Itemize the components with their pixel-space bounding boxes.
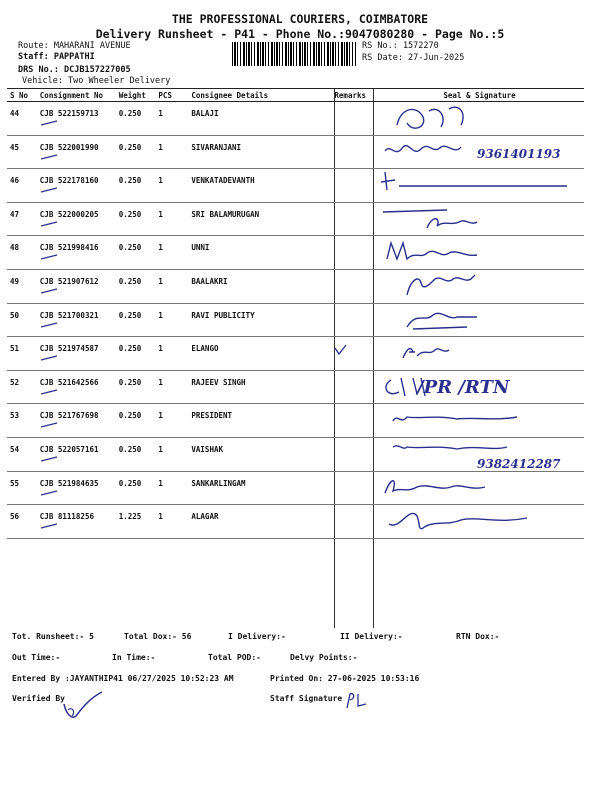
row-sno-text: 50	[10, 310, 20, 320]
table-row	[7, 202, 584, 236]
row-sno-text: 56	[10, 512, 20, 522]
verified-by: Verified By	[12, 694, 65, 703]
row-consignee-text: VAISHAK	[191, 444, 223, 454]
row-consignment-no-text: CJB 522159713	[39, 109, 99, 118]
row-sno-text: 55	[10, 478, 20, 488]
rs-date: RS Date: 27-Jun-2025	[362, 53, 465, 63]
row-sno	[7, 269, 37, 303]
vehicle-label: Vehicle: Two Wheeler Delivery	[22, 76, 171, 86]
row-signature	[375, 437, 584, 471]
row-consignee-text: BAALAKRI	[191, 276, 228, 286]
tot-runsheet: Tot. Runsheet:- 5	[12, 632, 94, 641]
row-sno	[7, 169, 37, 203]
staff-label: Staff: PAPPATHI	[18, 52, 95, 62]
check-mark-icon	[40, 389, 58, 395]
row-consignee-text: ELANGO	[191, 344, 219, 354]
row-signature	[375, 337, 584, 371]
handwritten-signature	[377, 271, 572, 301]
row-consignment-no	[37, 102, 116, 136]
row-signature	[375, 135, 584, 169]
row-consignment-no-text: CJB 521974587	[39, 344, 99, 354]
row-pcs	[155, 337, 188, 371]
row-remarks	[331, 169, 375, 203]
row-consignee-text: SANKARLINGAM	[191, 478, 246, 488]
table-row	[7, 505, 584, 539]
check-mark-icon	[40, 288, 58, 294]
handwritten-signature	[377, 338, 572, 368]
row-weight	[116, 303, 156, 337]
row-signature	[375, 370, 584, 404]
row-consignee	[188, 303, 331, 337]
table-row	[7, 135, 584, 169]
check-mark-icon	[40, 355, 58, 361]
runsheet-table	[7, 88, 584, 539]
row-weight-text: 0.250	[118, 142, 142, 152]
row-weight	[116, 404, 156, 438]
check-mark-icon	[40, 120, 58, 126]
row-consignee-text: ALAGAR	[191, 512, 219, 522]
row-consignment-no	[37, 437, 116, 471]
row-consignee-text: VENKATADEVANTH	[191, 176, 255, 186]
row-consignee	[188, 102, 331, 136]
check-mark-icon	[40, 154, 58, 160]
row-consignee	[188, 169, 331, 203]
table-row	[7, 169, 584, 203]
verified-signature	[58, 690, 108, 724]
row-consignee	[188, 337, 331, 371]
handwritten-signature	[377, 103, 572, 133]
row-consignment-no	[37, 337, 116, 371]
delvy-points: Delvy Points:-	[290, 653, 358, 662]
handwritten-signature	[377, 473, 572, 503]
row-sno	[7, 437, 37, 471]
row-pcs	[155, 437, 188, 471]
check-mark-icon	[40, 490, 58, 496]
handwritten-note: 9361401193	[477, 146, 561, 161]
row-pcs-text: 1	[158, 310, 163, 320]
row-signature	[375, 404, 584, 438]
handwritten-note: /PR /RTN	[417, 376, 510, 398]
row-weight	[116, 437, 156, 471]
row-consignee	[188, 505, 331, 539]
row-weight	[116, 370, 156, 404]
handwritten-signature	[377, 439, 572, 469]
row-pcs	[155, 102, 188, 136]
handwritten-signature	[377, 405, 572, 435]
row-remarks	[331, 337, 375, 371]
table-row	[7, 370, 584, 404]
check-mark-icon	[40, 221, 58, 227]
i-delivery: I Delivery:-	[228, 632, 286, 641]
row-sno-text: 53	[10, 411, 20, 421]
row-weight	[116, 202, 156, 236]
check-mark-icon	[334, 344, 348, 356]
row-pcs-text: 1	[158, 344, 163, 354]
row-pcs-text: 1	[158, 512, 163, 522]
check-mark-icon	[40, 523, 58, 529]
row-weight-text: 0.250	[118, 411, 142, 421]
row-consignment-no-text: CJB 521767698	[39, 411, 99, 421]
row-pcs-text: 1	[158, 377, 163, 387]
row-consignee	[188, 236, 331, 270]
row-weight	[116, 102, 156, 136]
handwritten-signature	[377, 506, 572, 536]
row-pcs	[155, 505, 188, 539]
row-weight	[116, 169, 156, 203]
row-sno-text: 49	[10, 276, 20, 286]
row-signature	[375, 505, 584, 539]
rs-number: RS No.: 1572270	[362, 41, 439, 51]
row-consignment-no-text: CJB 81118256	[39, 512, 94, 522]
row-weight-text: 0.250	[118, 176, 142, 186]
row-pcs-text: 1	[158, 109, 163, 118]
col-consignment: Consignment No	[37, 89, 116, 102]
table-row	[7, 303, 584, 337]
row-sno-text: 54	[10, 444, 20, 454]
row-consignment-no-text: CJB 522057161	[39, 444, 99, 454]
row-signature	[375, 102, 584, 136]
row-consignee	[188, 269, 331, 303]
table-row	[7, 102, 584, 136]
row-signature	[375, 202, 584, 236]
row-consignee	[188, 202, 331, 236]
row-consignee	[188, 404, 331, 438]
table-row	[7, 404, 584, 438]
row-pcs	[155, 269, 188, 303]
row-consignment-no-text: CJB 521907612	[39, 276, 99, 286]
row-sno	[7, 102, 37, 136]
row-weight-text: 0.250	[118, 478, 142, 488]
row-remarks	[331, 505, 375, 539]
row-signature	[375, 169, 584, 203]
col-signature: Seal & Signature	[375, 89, 584, 102]
row-weight-text: 0.250	[118, 109, 142, 118]
row-sno-text: 45	[10, 142, 20, 152]
row-weight	[116, 471, 156, 505]
row-consignment-no	[37, 202, 116, 236]
drs-number: DRS No.: DCJB157227005	[18, 65, 131, 75]
row-weight	[116, 269, 156, 303]
table-header-row	[7, 89, 584, 102]
row-weight-text: 0.250	[118, 243, 142, 253]
row-consignment-no-text: CJB 522001990	[39, 142, 99, 152]
company-name: THE PROFESSIONAL COURIERS, COIMBATORE	[171, 12, 429, 26]
row-weight	[116, 135, 156, 169]
handwritten-signature	[377, 137, 572, 167]
row-sno	[7, 505, 37, 539]
row-consignee	[188, 437, 331, 471]
out-time: Out Time:-	[12, 653, 61, 662]
row-pcs	[155, 471, 188, 505]
row-consignment-no	[37, 135, 116, 169]
row-signature	[375, 269, 584, 303]
row-sno	[7, 202, 37, 236]
row-sno	[7, 370, 37, 404]
table-row	[7, 269, 584, 303]
row-consignee-text: BALAJI	[191, 109, 219, 118]
row-remarks	[331, 404, 375, 438]
row-remarks	[331, 202, 375, 236]
col-weight: Weight	[116, 89, 156, 102]
row-consignment-no	[37, 236, 116, 270]
row-sno	[7, 337, 37, 371]
row-signature	[375, 236, 584, 270]
row-pcs	[155, 202, 188, 236]
table-row	[7, 236, 584, 270]
row-weight	[116, 337, 156, 371]
col-consignee: Consignee Details	[188, 89, 331, 102]
route-label: Route: MAHARANI AVENUE	[18, 41, 131, 51]
row-pcs-text: 1	[158, 411, 163, 421]
row-consignee-text: SIVARANJANI	[191, 142, 242, 152]
row-pcs-text: 1	[158, 478, 163, 488]
handwritten-signature	[377, 305, 572, 335]
check-mark-icon	[40, 254, 58, 260]
row-consignment-no-text: CJB 521700321	[39, 310, 99, 320]
row-remarks	[331, 303, 375, 337]
in-time: In Time:-	[112, 653, 156, 662]
row-weight-text: 0.250	[118, 209, 142, 219]
row-weight-text: 0.250	[118, 377, 142, 387]
col-sno: S No	[7, 89, 37, 102]
row-pcs	[155, 169, 188, 203]
table-row	[7, 471, 584, 505]
row-consignment-no	[37, 505, 116, 539]
handwritten-signature	[377, 170, 572, 200]
row-consignee-text: SRI BALAMURUGAN	[191, 209, 260, 219]
row-weight-text: 0.250	[118, 276, 142, 286]
row-remarks	[331, 102, 375, 136]
total-pod: Total POD:-	[208, 653, 261, 662]
row-consignment-no	[37, 471, 116, 505]
row-sno	[7, 471, 37, 505]
row-pcs-text: 1	[158, 276, 163, 286]
row-consignee	[188, 370, 331, 404]
row-pcs-text: 1	[158, 142, 163, 152]
row-pcs	[155, 370, 188, 404]
row-sno-text: 44	[10, 109, 20, 118]
row-consignment-no	[37, 269, 116, 303]
row-pcs-text: 1	[158, 176, 163, 186]
row-pcs	[155, 303, 188, 337]
check-mark-icon	[40, 187, 58, 193]
row-consignee	[188, 135, 331, 169]
row-remarks	[331, 370, 375, 404]
row-remarks	[331, 269, 375, 303]
row-consignee-text: PRESIDENT	[191, 411, 233, 421]
row-weight	[116, 505, 156, 539]
row-signature	[375, 471, 584, 505]
row-pcs	[155, 135, 188, 169]
row-remarks	[331, 236, 375, 270]
check-mark-icon	[40, 456, 58, 462]
row-signature	[375, 303, 584, 337]
row-remarks	[331, 471, 375, 505]
row-pcs	[155, 404, 188, 438]
row-remarks	[331, 135, 375, 169]
staff-signature	[344, 690, 374, 712]
row-sno	[7, 236, 37, 270]
row-consignee-text: RAJEEV SINGH	[191, 377, 246, 387]
total-dox: Total Dox:- 56	[124, 632, 192, 641]
row-consignee	[188, 471, 331, 505]
printed-on: Printed On: 27-06-2025 10:53:16	[270, 674, 420, 683]
row-consignment-no	[37, 303, 116, 337]
row-consignment-no-text: CJB 521998416	[39, 243, 99, 253]
handwritten-signature	[377, 204, 572, 234]
row-sno-text: 52	[10, 377, 20, 387]
row-weight-text: 0.250	[118, 310, 142, 320]
row-consignment-no-text: CJB 521984635	[39, 478, 99, 488]
row-pcs	[155, 236, 188, 270]
entered-by: Entered By :JAYANTHIP41 06/27/2025 10:52:23 AM	[12, 674, 234, 683]
col-remarks: Remarks	[331, 89, 375, 102]
row-sno-text: 48	[10, 243, 20, 253]
row-weight-text: 0.250	[118, 444, 142, 454]
row-sno-text: 46	[10, 176, 20, 186]
row-consignment-no-text: CJB 522000205	[39, 209, 99, 219]
handwritten-signature	[377, 237, 572, 267]
table-row	[7, 437, 584, 471]
handwritten-signature	[377, 372, 572, 402]
row-weight-text: 0.250	[118, 344, 142, 354]
row-weight	[116, 236, 156, 270]
row-pcs-text: 1	[158, 444, 163, 454]
row-pcs-text: 1	[158, 243, 163, 253]
rtn-dox: RTN Dox:-	[456, 632, 500, 641]
row-pcs-text: 1	[158, 209, 163, 219]
row-consignment-no-text: CJB 522178160	[39, 176, 99, 186]
col-pcs: PCS	[155, 89, 188, 102]
check-mark-icon	[40, 322, 58, 328]
ii-delivery: II Delivery:-	[340, 632, 403, 641]
row-remarks	[331, 437, 375, 471]
row-sno-text: 51	[10, 344, 20, 354]
row-sno	[7, 404, 37, 438]
row-consignment-no	[37, 404, 116, 438]
row-consignee-text: RAVI PUBLICITY	[191, 310, 255, 320]
row-weight-text: 1.225	[118, 512, 142, 522]
staff-signature-label: Staff Signature	[270, 694, 343, 703]
handwritten-note: 9382412287	[477, 456, 561, 469]
row-consignment-no	[37, 169, 116, 203]
runsheet-title: Delivery Runsheet - P41 - Phone No.:9047080280 - Page No.:5	[95, 27, 505, 41]
row-sno	[7, 135, 37, 169]
row-consignment-no	[37, 370, 116, 404]
row-consignee-text: UNNI	[191, 243, 210, 253]
barcode	[232, 42, 356, 66]
row-sno	[7, 303, 37, 337]
check-mark-icon	[40, 422, 58, 428]
row-sno-text: 47	[10, 209, 20, 219]
row-consignment-no-text: CJB 521642566	[39, 377, 99, 387]
table-row	[7, 337, 584, 371]
